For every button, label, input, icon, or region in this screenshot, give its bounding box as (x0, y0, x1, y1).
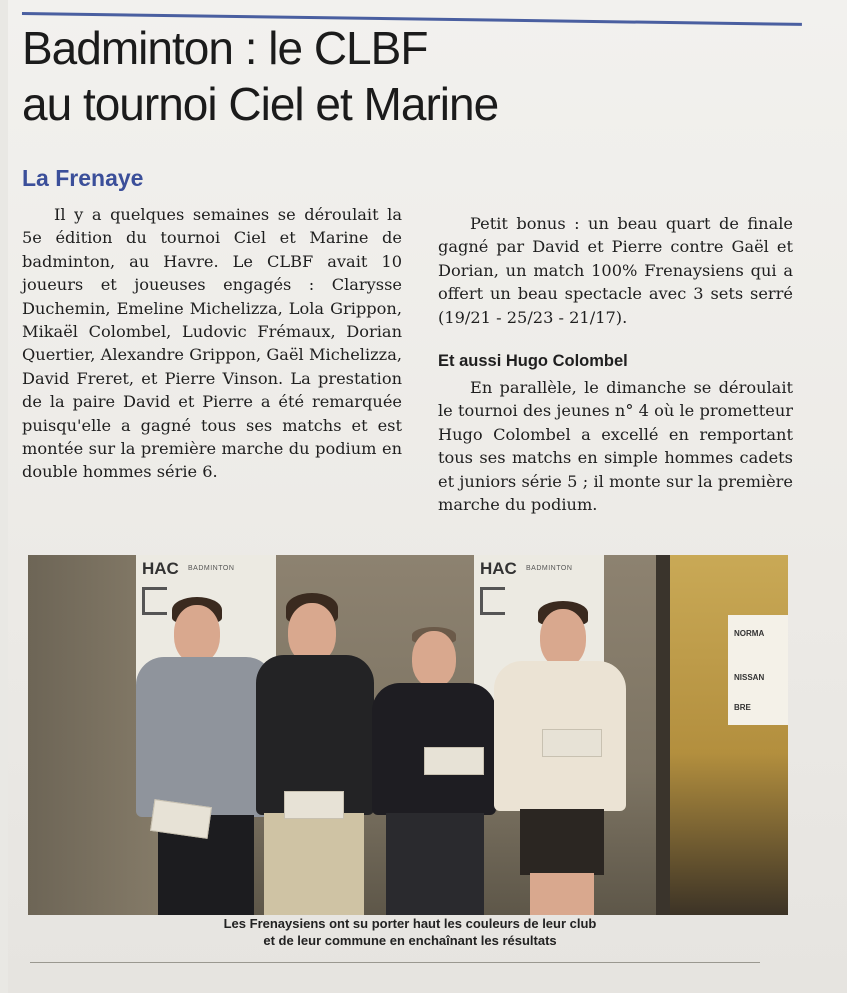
headline-line-2: au tournoi Ciel et Marine (22, 78, 499, 130)
sponsor-text-1: NORMA (734, 629, 765, 638)
banner-logo-text: HAC (480, 559, 517, 578)
envelope (284, 791, 344, 819)
person-head (540, 609, 586, 667)
article-column-left (22, 203, 402, 484)
envelope (542, 729, 602, 757)
caption-line-2: et de leur commune en enchaînant les résultats (263, 933, 557, 948)
person-torso (136, 657, 274, 817)
person-1 (136, 595, 276, 915)
envelope (424, 747, 484, 775)
photo-caption (40, 915, 780, 949)
article-column-right-lower (438, 376, 793, 516)
article-paragraph-1: Il y a quelques semaines se déroulait la 5e édition du tournoi Ciel et Marine de badminton, au Havre. Le CLBF avait 10 joueurs et joueuses engagés : Clarysse Duchemin, Emeline Michelizza, Lola Grippon, Mikaël Colombel, Ludovic Frémaux, Dorian Quertier, Alexandre Grippon, Gaël Michelizza, David Freret, et Pierre Vinson. La prestation de la paire David et Pierre a été remarquée puisqu'elle a gagné tous ses matchs et est montée sur la première marche du podium en double hommes série 6. (22, 205, 402, 482)
person-legs (530, 873, 594, 915)
person-4 (494, 601, 628, 915)
banner-subtext: BADMINTON (526, 565, 573, 572)
article-paragraph-3: En parallèle, le dimanche se déroulait le tournoi des jeunes n° 4 où le prometteur Hugo Colombel a excellé en remportant tous ses matchs en simple hommes cadets et juniors série 5 ; il monte sur la première marche du podium. (438, 378, 793, 515)
subheading: Et aussi Hugo Colombel (438, 352, 628, 370)
article-column-right (438, 212, 793, 329)
person-legs (386, 813, 484, 915)
person-shorts (520, 809, 604, 875)
person-3 (372, 627, 498, 915)
person-head (288, 603, 336, 663)
person-head (412, 631, 456, 687)
person-head (174, 605, 220, 663)
sponsor-text-2: NISSAN (734, 673, 765, 682)
bottom-rule (30, 962, 760, 963)
person-legs (264, 813, 364, 915)
headline (22, 20, 722, 132)
sponsor-text-3: BRE (734, 703, 751, 712)
caption-line-1: Les Frenaysiens ont su porter haut les couleurs de leur club (223, 916, 597, 931)
person-2 (256, 593, 376, 915)
banner-logo-text: HAC (142, 559, 179, 578)
article-photo (28, 555, 788, 915)
headline-line-1: Badminton : le CLBF (22, 22, 428, 74)
locality-label: La Frenaye (22, 165, 144, 191)
article-paragraph-2: Petit bonus : un beau quart de finale gagné par David et Pierre contre Gaël et Dorian, un match 100% Frenaysiens qui a offert un beau spectacle avec 3 sets serré (19/21 - 25/23 - 21/17). (438, 214, 793, 327)
sponsor-sign (728, 615, 788, 725)
photo-door (670, 555, 788, 915)
photo-door-frame (656, 555, 670, 915)
banner-subtext: BADMINTON (188, 565, 235, 572)
